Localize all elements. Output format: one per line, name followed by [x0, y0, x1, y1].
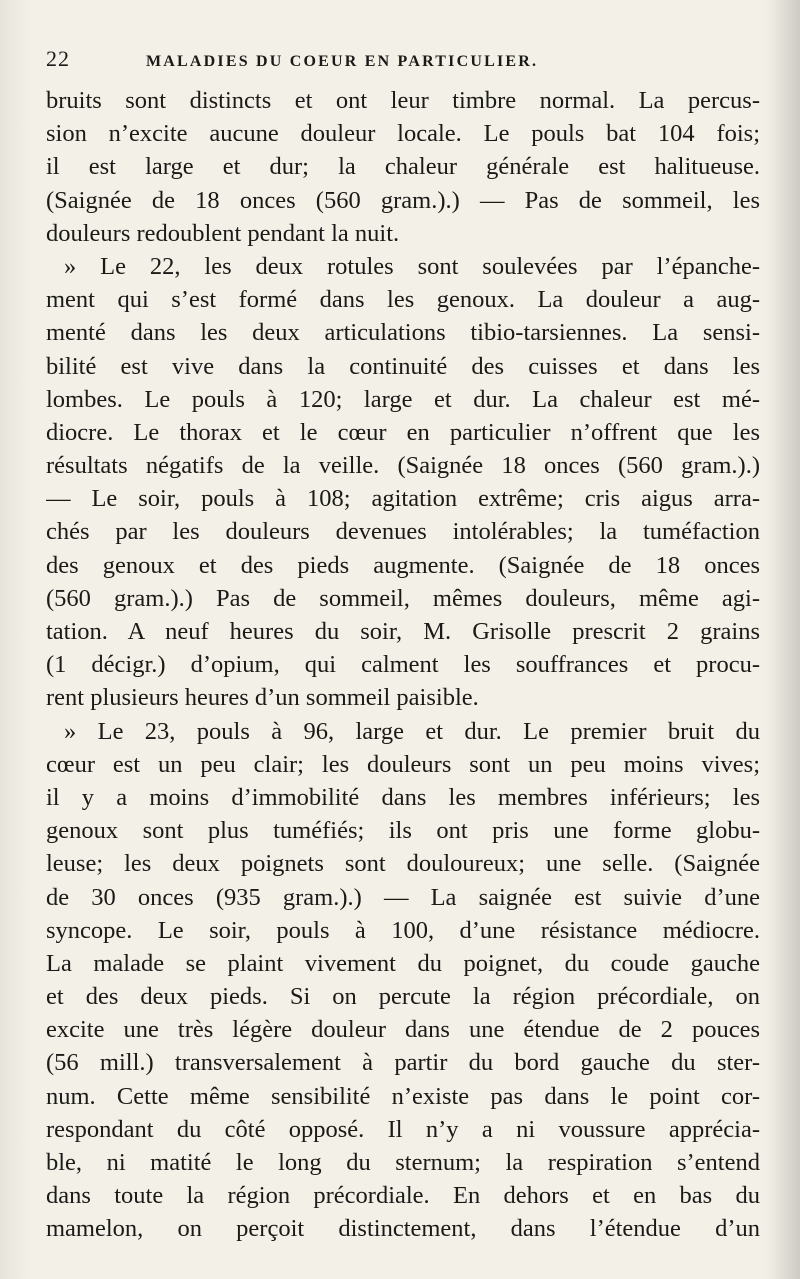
text-line: (56 mill.) transversalement à partir du bord gauche du ster-	[46, 1049, 760, 1077]
text-line: diocre. Le thorax et le cœur en particulier n’offrent que les	[46, 418, 760, 446]
text-line: et des deux pieds. Si on percute la région précordiale, on	[46, 983, 760, 1011]
text-line: (Saignée de 18 onces (560 gram.).) — Pas de sommeil, les	[46, 186, 760, 214]
text-line: chés par les douleurs devenues intolérables; la tuméfaction	[46, 518, 760, 546]
text-line: il y a moins d’immobilité dans les membres inférieurs; les	[46, 783, 760, 811]
text-line: ment qui s’est formé dans les genoux. La douleur a aug-	[46, 286, 760, 314]
page-header	[46, 46, 766, 72]
text-line: respondant du côté opposé. Il n’y a ni voussure apprécia-	[46, 1115, 760, 1143]
text-line: (1 décigr.) d’opium, qui calment les souffrances et procu-	[46, 651, 760, 679]
text-line: résultats négatifs de la veille. (Saignée 18 onces (560 gram.).)	[46, 452, 760, 480]
paragraph-start-line: » Le 22, les deux rotules sont soulevées par l’épanche-	[64, 252, 760, 280]
text-line: tation. A neuf heures du soir, M. Grisolle prescrit 2 grains	[46, 618, 760, 645]
text-line: ble, ni matité le long du sternum; la respiration s’entend	[46, 1149, 760, 1176]
page-number: 22	[46, 46, 70, 71]
text-line: rent plusieurs heures d’un sommeil paisible.	[46, 684, 479, 712]
text-line: il est large et dur; la chaleur générale est halitueuse.	[46, 153, 760, 181]
running-head: MALADIES DU COEUR EN PARTICULIER.	[146, 53, 539, 70]
body-text	[46, 84, 760, 1246]
text-line: de 30 onces (935 gram.).) — La saignée est suivie d’une	[46, 883, 760, 911]
text-line: bruits sont distincts et ont leur timbre normal. La percus-	[46, 87, 760, 114]
text-line: — Le soir, pouls à 108; agitation extrême; cris aigus arra-	[46, 485, 760, 513]
text-line: cœur est un peu clair; les douleurs sont un peu moins vives;	[46, 750, 760, 778]
text-line: genoux sont plus tuméfiés; ils ont pris une forme globu-	[46, 817, 760, 845]
text-line: mamelon, on perçoit distinctement, dans l’étendue d’un	[46, 1215, 760, 1243]
text-line: lombes. Le pouls à 120; large et dur. La chaleur est mé-	[46, 385, 760, 413]
text-line: des genoux et des pieds augmente. (Saignée de 18 onces	[46, 551, 760, 579]
text-line: bilité est vive dans la continuité des cuisses et dans les	[46, 352, 760, 380]
paragraph-start-line: » Le 23, pouls à 96, large et dur. Le premier bruit du	[64, 717, 760, 745]
text-line: excite une très légère douleur dans une étendue de 2 pouces	[46, 1016, 760, 1044]
text-line: num. Cette même sensibilité n’existe pas dans le point cor-	[46, 1082, 760, 1110]
text-line: sion n’excite aucune douleur locale. Le pouls bat 104 fois;	[46, 120, 760, 148]
page-edge-shadow	[760, 0, 800, 1279]
text-line: douleurs redoublent pendant la nuit.	[46, 219, 400, 247]
text-line: (560 gram.).) Pas de sommeil, mêmes douleurs, même agi-	[46, 584, 760, 612]
text-line: La malade se plaint vivement du poignet, du coude gauche	[46, 949, 760, 977]
text-line: dans toute la région précordiale. En dehors et en bas du	[46, 1182, 760, 1210]
text-line: menté dans les deux articulations tibio-tarsiennes. La sensi-	[46, 319, 760, 347]
text-line: syncope. Le soir, pouls à 100, d’une résistance médiocre.	[46, 916, 760, 944]
text-line: leuse; les deux poignets sont douloureux; une selle. (Saignée	[46, 850, 760, 878]
